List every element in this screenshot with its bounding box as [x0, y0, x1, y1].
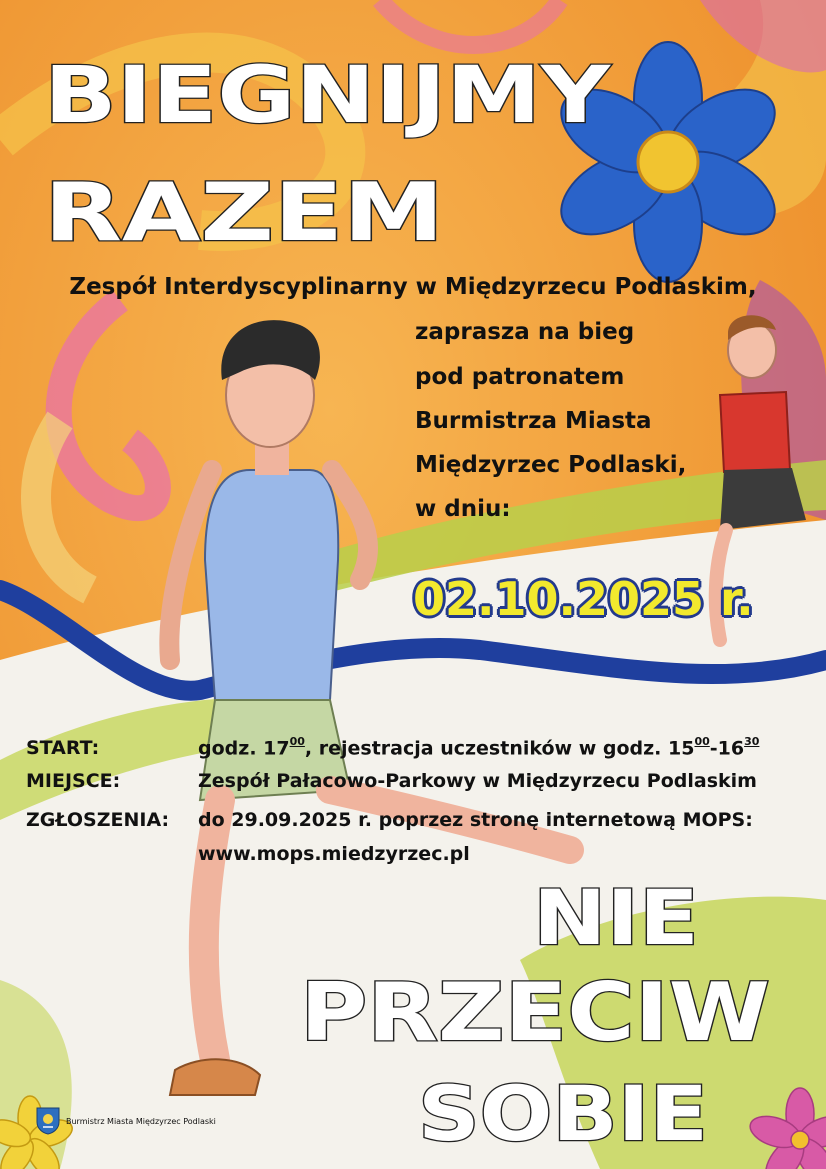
event-date: 02.10.2025 r.	[413, 572, 754, 626]
start-row	[26, 737, 759, 759]
place-value: Zespół Pałacowo-Parkowy w Międzyrzecu Podlaskim	[198, 770, 757, 792]
start-label: START:	[26, 737, 100, 760]
registration-row	[26, 809, 753, 831]
slogan-line-2: PRZECIW	[300, 966, 770, 1059]
invite-line: w dniu:	[415, 496, 511, 522]
invite-line: Międzyrzec Podlaski,	[415, 452, 687, 478]
place-row	[26, 770, 757, 792]
organizer: Zespół Interdyscyplinarny w Międzyrzecu Podlaskim,	[69, 274, 757, 300]
coat-of-arms-icon	[36, 1107, 60, 1135]
invite-line: Burmistrza Miasta	[415, 408, 652, 434]
footer-label: Burmistrz Miasta Międzyrzec Podlaski	[66, 1116, 216, 1126]
invite-line: zaprasza na bieg	[415, 319, 635, 345]
invite-line: pod patronatem	[415, 364, 625, 390]
footer	[36, 1106, 216, 1136]
slogan-line-3: SOBIE	[418, 1069, 708, 1158]
registration-end: -16	[709, 737, 745, 760]
slogan-line-1: NIE	[533, 873, 699, 962]
start-minutes: 00	[289, 735, 305, 748]
registration-value: do 29.09.2025 r. poprzez stronę internetową MOPS:	[198, 809, 753, 831]
registration-label: ZGŁOSZENIA:	[26, 809, 170, 831]
registration-end-minutes: 30	[744, 735, 760, 748]
title-line-1: BIEGNIJMY	[44, 51, 612, 141]
place-label: MIEJSCE:	[26, 770, 121, 792]
website-link[interactable]: www.mops.miedzyrzec.pl	[198, 843, 470, 865]
start-time: godz. 17	[198, 737, 290, 760]
registration-start-minutes: 00	[694, 735, 710, 748]
registration-text: , rejestracja uczestników w godz. 15	[304, 737, 695, 760]
title-line-2: RAZEM	[44, 166, 444, 259]
